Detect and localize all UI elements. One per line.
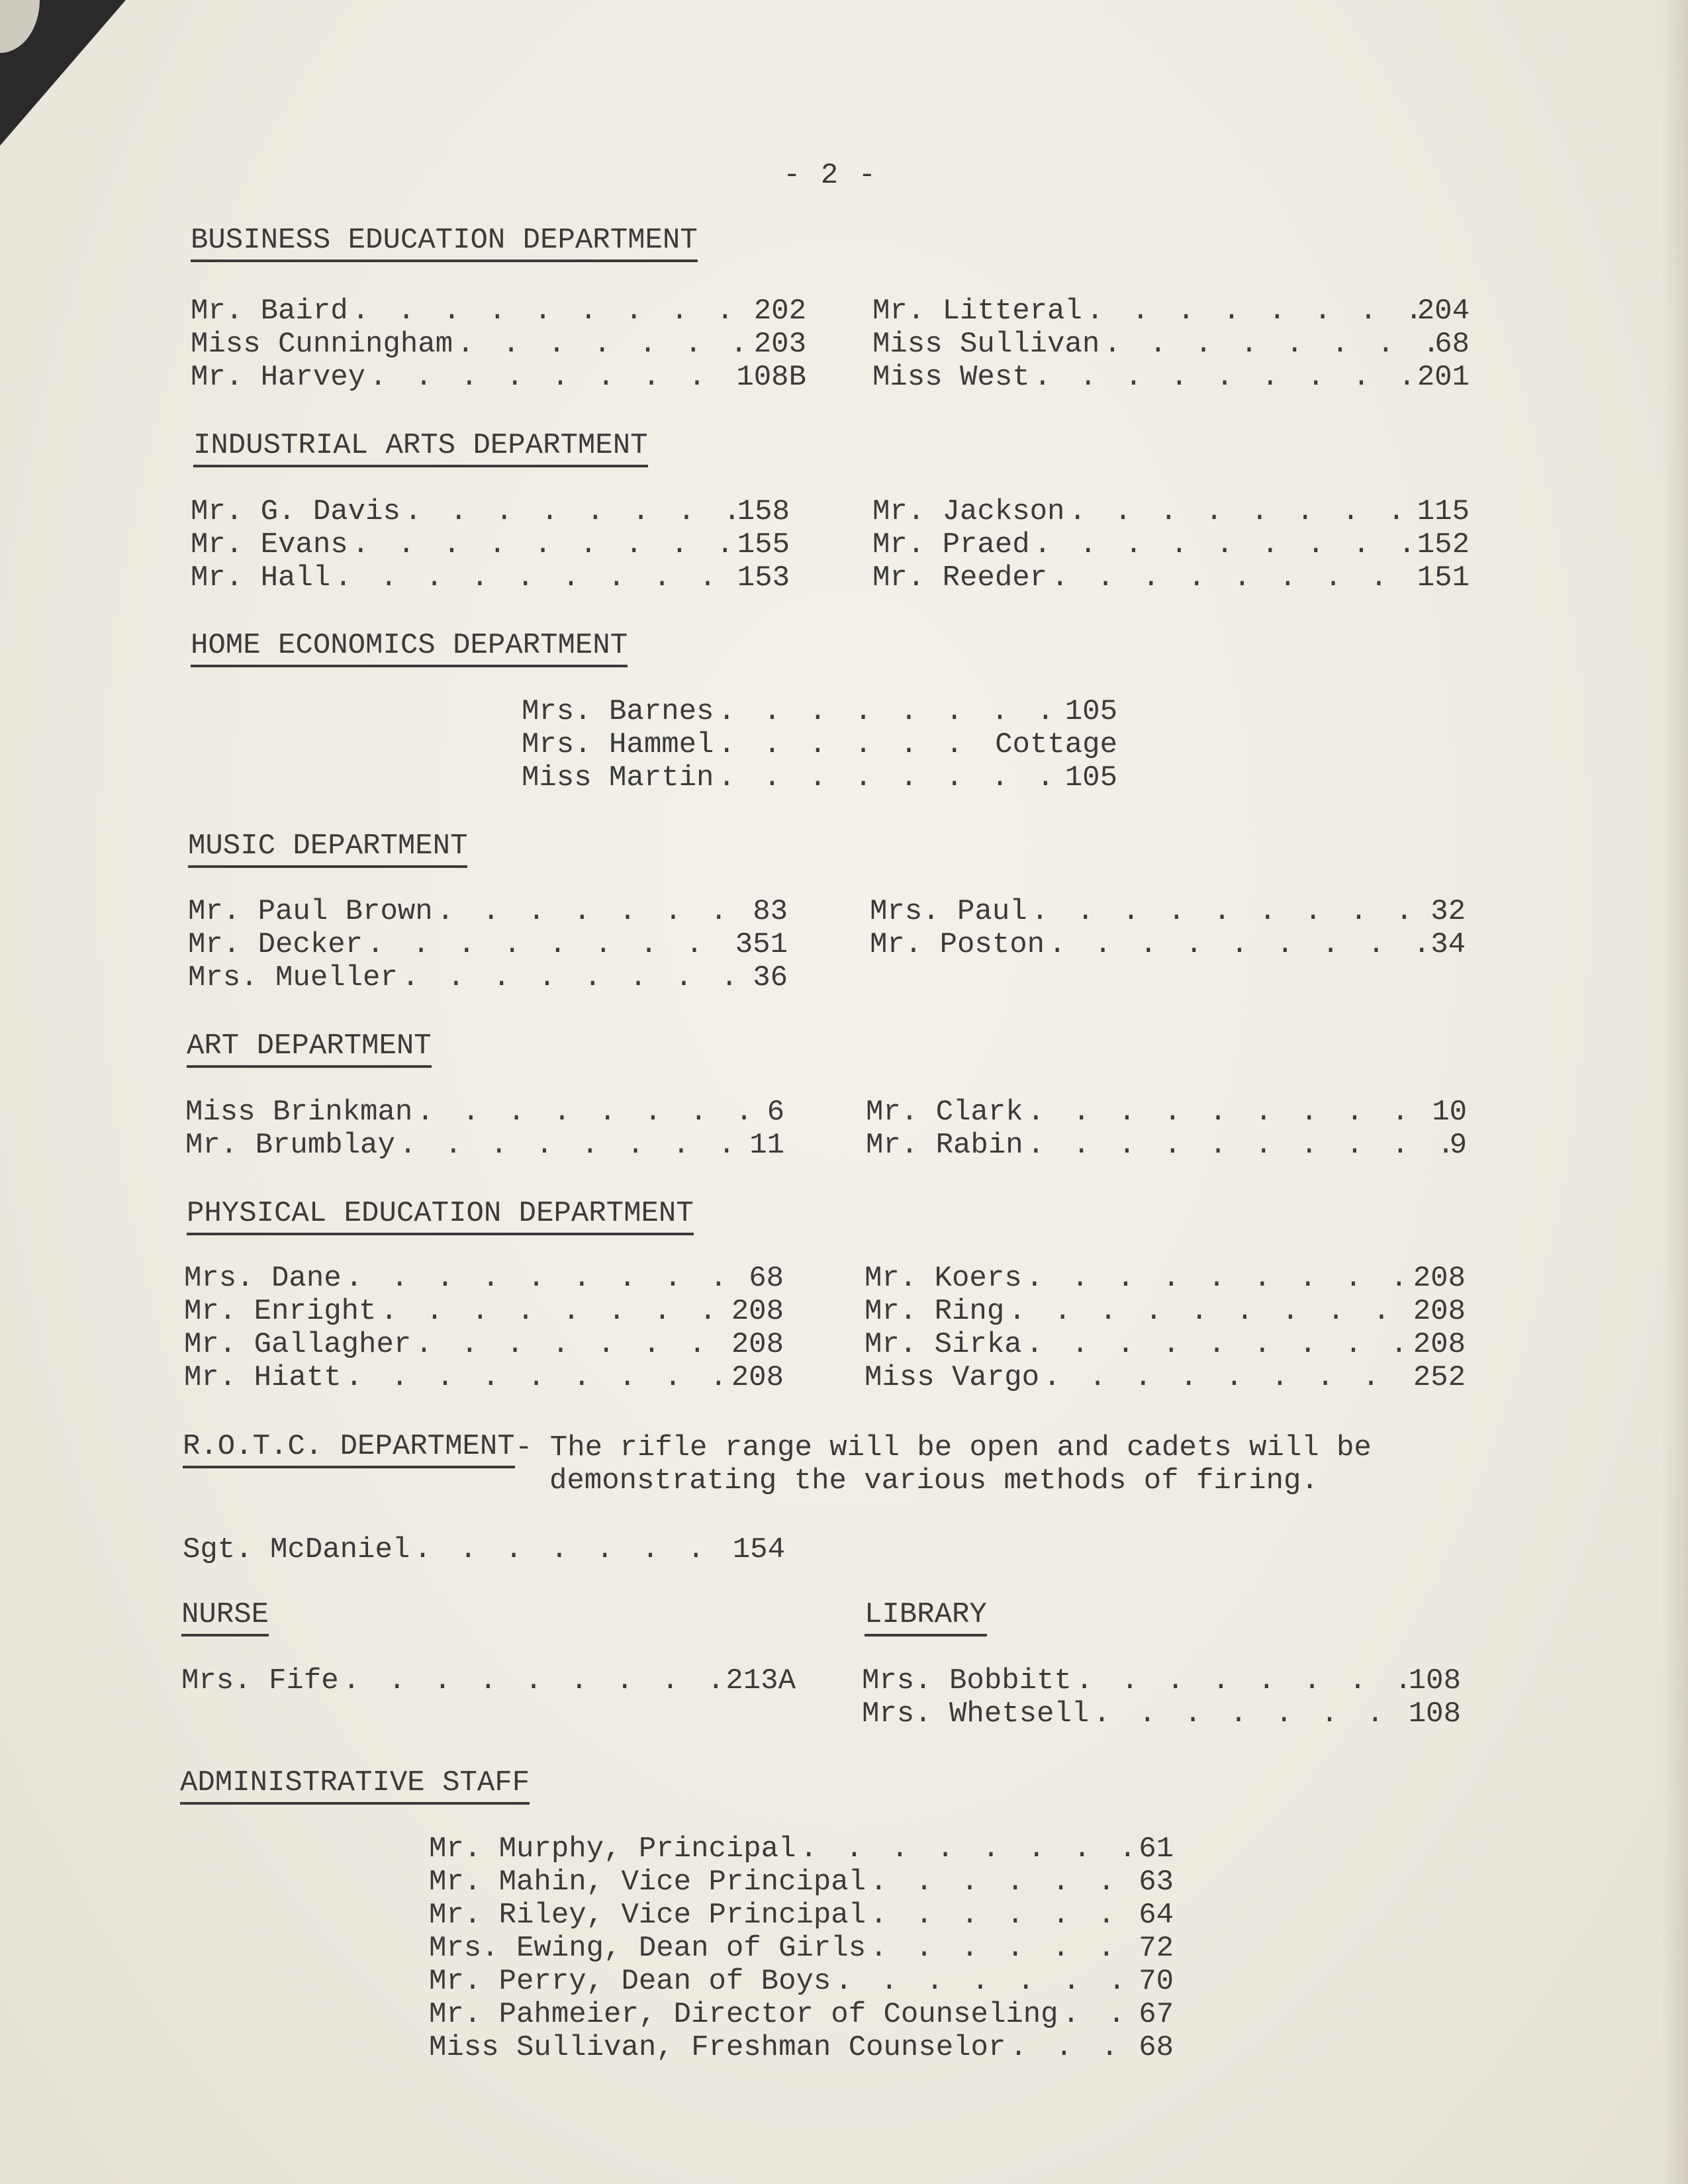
directory-entry: Mr. Sirka . . . 208	[865, 1328, 1466, 1361]
directory-entry: Mrs. Dane . . . 68	[184, 1262, 784, 1295]
nurse-heading: NURSE	[181, 1598, 269, 1637]
physical-education-heading: PHYSICAL EDUCATION DEPARTMENT	[187, 1197, 694, 1235]
directory-entry: Miss Martin . . . 105	[522, 761, 1117, 794]
directory-entry: Mr. Mahin, Vice Principal . . . 63	[429, 1866, 1174, 1899]
directory-entry: Mr. Jackson . . . 115	[872, 495, 1470, 528]
directory-entry: Mrs. Fife . . . 213A	[181, 1664, 796, 1697]
directory-entry: Mr. Poston . . . 34	[870, 928, 1466, 961]
directory-entry: Mr. Baird . . . 202	[191, 295, 806, 328]
directory-entry: Mr. Evans . . . 155	[191, 528, 790, 561]
directory-entry: Mrs. Mueller . . . 36	[188, 961, 788, 994]
business-heading: BUSINESS EDUCATION DEPARTMENT	[191, 224, 698, 262]
directory-entry: Mr. Decker . . . 351	[188, 928, 788, 961]
rotc-note-line-1: - The rifle range will be open and cadets will be	[515, 1431, 1372, 1464]
page-number: - 2 -	[783, 159, 878, 192]
directory-entry: Mr. Litteral . . . 204	[872, 295, 1470, 328]
directory-entry: Mr. Praed . . . 152	[872, 528, 1470, 561]
directory-entry: Mr. Koers . . . 208	[865, 1262, 1466, 1295]
art-heading: ART DEPARTMENT	[187, 1029, 432, 1068]
directory-entry: Mrs. Barnes . . . 105	[522, 695, 1117, 728]
directory-entry: Mr. Ring . . . 208	[865, 1295, 1466, 1328]
directory-entry: Miss Cunningham . . . 203	[191, 328, 806, 361]
directory-entry: Mr. Perry, Dean of Boys . . . 70	[429, 1965, 1174, 1998]
directory-entry: Mr. Murphy, Principal . . . 61	[429, 1832, 1174, 1866]
directory-entry: Mr. Clark . . . 10	[866, 1096, 1467, 1129]
directory-entry: Miss Sullivan . . . 68	[872, 328, 1470, 361]
directory-entry: Mrs. Bobbitt . . . 108	[862, 1664, 1461, 1697]
rotc-heading: R.O.T.C. DEPARTMENT	[183, 1430, 515, 1468]
directory-entry: Mr. Hiatt . . . 208	[184, 1361, 784, 1394]
directory-entry: Mrs. Hammel . . . Cottage	[522, 728, 1117, 761]
directory-entry: Miss West . . . 201	[872, 361, 1470, 394]
directory-entry: Mrs. Ewing, Dean of Girls . . . 72	[429, 1932, 1174, 1965]
directory-entry: Miss Sullivan, Freshman Counselor . . . 68	[429, 2031, 1174, 2064]
directory-entry: Mr. Harvey . . . 108B	[191, 361, 806, 394]
music-heading: MUSIC DEPARTMENT	[188, 830, 467, 868]
directory-entry: Mr. Hall . . . 153	[191, 561, 790, 594]
directory-entry: Mr. Gallagher . . . 208	[184, 1328, 784, 1361]
directory-entry: Mr. Brumblay . . . 11	[185, 1129, 784, 1162]
industrial-heading: INDUSTRIAL ARTS DEPARTMENT	[193, 429, 648, 467]
directory-entry: Mrs. Paul . . . 32	[870, 895, 1466, 928]
page-edge-shadow	[1662, 0, 1688, 2184]
directory-entry: Mr. Pahmeier, Director of Counseling . . . 67	[429, 1998, 1174, 2031]
directory-entry: Mr. Enright . . . 208	[184, 1295, 784, 1328]
directory-entry: Miss Vargo . . . 252	[865, 1361, 1466, 1394]
rotc-note-line-2: demonstrating the various methods of firing.	[549, 1464, 1319, 1497]
directory-entry: Mr. G. Davis . . . 158	[191, 495, 790, 528]
home-economics-heading: HOME ECONOMICS DEPARTMENT	[191, 629, 628, 667]
directory-entry: Miss Brinkman . . . 6	[185, 1096, 784, 1129]
library-heading: LIBRARY	[865, 1598, 987, 1637]
administrative-staff-heading: ADMINISTRATIVE STAFF	[180, 1766, 530, 1805]
directory-entry: Mr. Riley, Vice Principal . . . 64	[429, 1899, 1174, 1932]
directory-entry: Mrs. Whetsell . . . 108	[862, 1697, 1461, 1731]
directory-entry: Mr. Reeder . . . 151	[872, 561, 1470, 594]
directory-entry: Mr. Paul Brown . . . 83	[188, 895, 788, 928]
directory-entry: Sgt. McDaniel . . . 154	[183, 1533, 785, 1566]
directory-entry: Mr. Rabin . . . 9	[866, 1129, 1467, 1162]
